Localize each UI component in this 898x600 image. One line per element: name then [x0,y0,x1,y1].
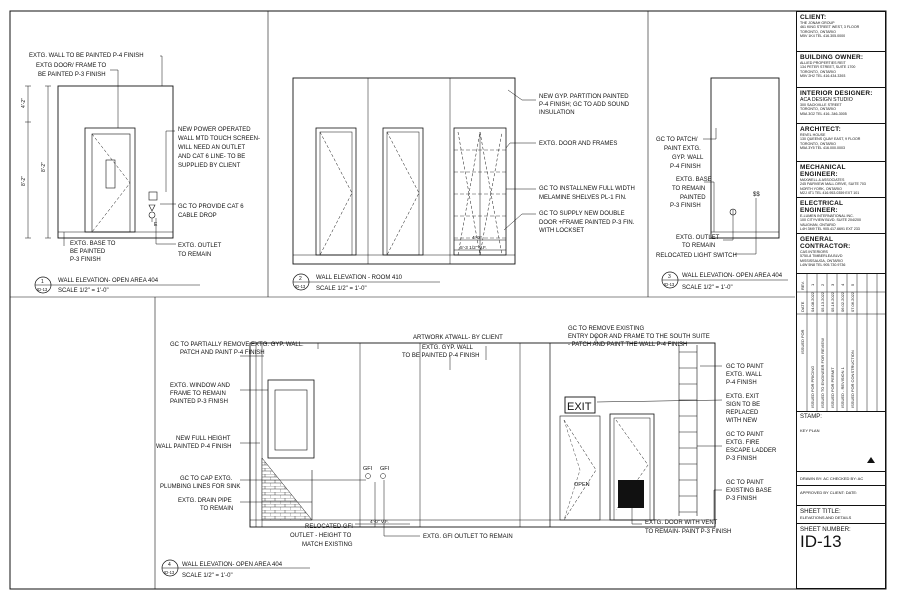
sheet-title-heading: SHEET TITLE: [800,508,841,515]
gfi-label-1: GFI [363,466,373,472]
sheet-number: ID-13 [800,532,842,551]
svg-text:05.13.2022: 05.13.2022 [820,291,825,312]
note-window-3: PAINTED P-3 FINISH [170,399,228,405]
note-outlet-1: EXTG. OUTLET [178,243,222,249]
note-patch-2: PAINT EXTG. [664,146,701,152]
touch-screen-box [149,192,157,200]
dim-2: 8'-2" [21,176,27,186]
note-base-2: BE PAINTED [70,249,106,255]
gc-heading: GENERAL CONTRACTOR: [800,236,851,250]
revision-row-3: ISSUED FOR PERMIT [830,367,835,408]
note-outlet-2: TO REMAIN [178,252,212,258]
svg-text:06.02.2022: 06.02.2022 [840,291,845,312]
svg-text:E: E [154,222,158,228]
light-switch-icon: $$ [753,192,760,198]
elevation-1-scale: SCALE 1/2" = 1'-0" [58,288,109,294]
note-relocated-gfi-1: RELOCATED GFI [305,524,353,530]
note-base-2: EXISTING BASE [726,488,772,494]
exit-sign-text: EXIT [567,401,592,413]
note-paint-wall-1: GC TO PAINT [726,364,764,370]
client-section [797,12,885,52]
wall-outline [711,78,779,238]
brick-infill [262,458,312,520]
note-door-frame-1: EXTG DOOR/ FRAME TO [36,63,107,69]
note-switch: RELOCATED LIGHT SWITCH [656,253,737,259]
note-shelves-1: GC TO INSTALLNEW FULL WIDTH [539,186,635,192]
note-exit-3: REPLACED [726,410,759,416]
note-cap-plumbing-2: PLUMBING LINES FOR SINK [160,484,241,490]
note-touch-1: NEW POWER OPERATED [178,127,251,133]
revision-table [797,274,885,412]
data-outlet-icon [149,205,155,211]
note-base-3: P-3 FINISH [70,257,101,263]
note-window-1: EXTG. WINDOW AND [170,383,230,389]
note-artwork: ARTWORK ATWALL- BY CLIENT [413,335,503,341]
note-base-2: TO REMAIN [672,186,706,192]
note-double-door-3: WITH LOCKSET [539,228,585,234]
note-remove-door-2: ENTRY DOOR AND FRAME TO THE SOUTH SUITE [568,334,710,340]
note-touch-4: AND CAT 6 LINE- TO BE [178,154,246,160]
wall-outline [293,78,515,264]
sheet-number-heading: SHEET NUMBER: [800,526,851,533]
note-doors: EXTG. DOOR AND FRAMES [539,141,618,147]
architect-info: REVEL HOUSE 130 QUEENS QUAY EAST, 9 FLOOR TORONTO, ONTARIO M5A 3Y5 TEL 416.000.0003 [800,133,861,151]
svg-text:5: 5 [850,283,855,286]
elec-info: E-LUMEN INTERNATIONAL INC. 100 CITYVIEW BLVD. SUITE 204/200 VAUGHAN, ONTARIO L4H 3M9 TEL 905.417.6691 EXT 233 [800,214,862,232]
svg-text:2: 2 [820,283,825,286]
svg-text:04.08.2022: 04.08.2022 [810,291,815,312]
note-exit-1: EXTG. EXIT [726,394,760,400]
note-shelves-2: MELAMINE SHELVES PL-1 FIN. [539,195,627,201]
elec-heading: ELECTRICAL ENGINEER: [800,200,844,214]
note-touch-5: SUPPLIED BY CLIENT [178,163,241,169]
note-double-door-2: DOOR +FRAME PAINTED P-3 FIN. [539,220,635,226]
owner-heading: BUILDING OWNER: [800,54,864,61]
sheet-title: ELEVATIONS AND DETAILS [800,515,852,520]
note-door-frame-2: BE PAINTED P-3 FINISH [38,72,106,78]
key-plan-label: KEY PLAN [800,428,820,433]
dim-2: 5'-3 1/2" V.F. [460,246,487,251]
note-patch-3: GYP. WALL [672,155,704,161]
note-remove-door-3: - PATCH AND PAINT THE WALL P-4 FINISH [568,342,688,348]
elevation-2-title: WALL ELEVATION - ROOM 410 [316,275,403,281]
note-partition-2: P-4 FINISH; GC TO ADD SOUND [539,102,630,108]
note-touch-2: WALL MTD TOUCH SCREEN- [178,136,261,142]
client-heading: CLIENT: [800,14,827,21]
door-frame [85,128,135,232]
svg-text:DATE: DATE [800,301,805,312]
window-glass [275,390,307,450]
svg-text:1: 1 [41,279,44,285]
note-window-2: FRAME TO REMAIN [170,391,226,397]
note-cat6-1: GC TO PROVIDE CAT 6 [178,204,244,210]
door-frame-1 [316,128,356,255]
interior-section [797,88,885,124]
mechanical-section [797,162,885,198]
elevation-3 [656,78,788,291]
note-touch-3: WILL NEED AN OUTLET [178,145,246,151]
mech-info: MAXWELL & ASSOCIATES 245 FAIRVIEW MALL DRIVE, SUITE 703 NORTH YORK, ONTARIO M2J 4T1 TEL 416.953.0359 EXT 101 [800,178,866,196]
revision-grid [797,274,885,412]
title-block [796,11,886,589]
note-outlet-1: EXTG. OUTLET [676,235,720,241]
note-relocated-gfi-3: MATCH EXISTING [302,542,353,548]
note-vent-door-2: TO REMAIN- PAINT P-3 FINISH [645,529,732,535]
interior-heading: INTERIOR DESIGNER: [800,90,873,97]
note-remove-gyp-2: PATCH AND PAINT P-4 FINISH [180,350,265,356]
elevation-2 [293,78,635,292]
stamp-heading: STAMP: [800,414,822,420]
svg-text:07.06.2022: 07.06.2022 [850,291,855,312]
door-vent [618,480,644,508]
svg-text:2: 2 [299,276,302,282]
revision-row-2: ISSUED TO ENGINEER FOR REVIEW [820,338,825,408]
fire-escape-ladder [679,345,697,516]
note-gyp-wall-2: TO BE PAINTED P-4 FINISH [402,353,480,359]
gc-section [797,234,885,274]
note-gyp-wall-1: EXTG. GYP. WALL [422,345,474,351]
svg-text:ID-13: ID-13 [164,570,175,575]
note-base-1: GC TO PAINT [726,480,764,486]
note-gfi-remain: EXTG. GFI OUTLET TO REMAIN [423,534,513,540]
note-base-1: EXTG. BASE [676,177,712,183]
note-base-3: PAINTED [680,195,706,201]
svg-text:ISSUED FOR: ISSUED FOR [800,329,805,354]
svg-text:4: 4 [168,562,171,568]
note-exit-4: WITH NEW [726,418,757,424]
dim-1: 4'-0" [472,236,482,241]
approved-by: APPROVED BY CLIENT: DATE: [797,486,885,506]
svg-text:4: 4 [840,283,845,286]
owner-info: ALLIED PROPERTIES REIT 134 PETER STREET, SUITE 1700 TORONTO, ONTARIO M5V 2H2 TEL 416.434.3393 [800,61,856,79]
note-paint-wall-2: EXTG. WALL [726,372,762,378]
note-relocated-gfi-2: OUTLET - HEIGHT TO [290,533,352,539]
gfi-label-2: GFI [380,466,390,472]
outlet-icon [149,212,155,218]
opening-frame [560,416,600,520]
open-label: OPEN [574,482,590,488]
svg-text:1: 1 [810,283,815,286]
svg-text:3: 3 [668,274,671,280]
door-frame-2 [383,128,423,255]
wall-outline [250,343,715,527]
svg-text:3: 3 [830,283,835,286]
note-paint-wall-3: P-4 FINISH [726,380,757,386]
architect-heading: ARCHITECT: [800,126,841,133]
note-ladder-1: GC TO PAINT [726,432,764,438]
gfi-outlet-icon [366,474,371,479]
mech-heading: MECHANICAL ENGINEER: [800,164,846,178]
note-exit-2: SIGN TO BE [726,402,761,408]
elevation-3-scale: SCALE 1/2" = 1'-0" [682,285,733,291]
note-drain-2: TO REMAIN [200,506,234,512]
note-cat6-2: CABLE DROP [178,213,217,219]
elevation-2-scale: SCALE 1/2" = 1'-0" [316,286,367,292]
revision-row-4: ISSUED - REVISION 1 [840,367,845,408]
stamp-section [797,412,885,472]
note-new-wall-2: WALL PAINTED P-4 FINISH [156,444,232,450]
interior-info: 300 SACKVILLE STREET TORONTO, ONTARIO M5A 3G2 TEL 416.-346-3005 [800,103,847,116]
architect-section [797,124,885,162]
note-new-wall-1: NEW FULL HEIGHT [176,436,231,442]
sheet-number-section [797,524,885,553]
door-leaf [92,134,130,232]
door-swing [92,134,130,232]
elevation-4-title: WALL ELEVATION- OPEN AREA 404 [182,562,283,568]
note-base-1: EXTG. BASE TO [70,241,116,247]
owner-section [797,52,885,88]
svg-text:REV.: REV. [800,281,805,290]
note-base-4: P-3 FINISH [670,203,701,209]
svg-text:ID-13: ID-13 [37,287,48,292]
note-double-door-1: GC TO SUPPLY NEW DOUBLE [539,211,625,217]
door-vision-panel [106,160,115,188]
elevation-4-scale: SCALE 1/2" = 1'-0" [182,573,233,579]
note-outlet-2: TO REMAIN [682,243,716,249]
gfi-outlet-icon-2 [381,474,386,479]
svg-text:ID-13: ID-13 [295,284,306,289]
elevation-4 [156,326,777,579]
note-ladder-2: EXTG. FIRE [726,440,760,446]
dim-1: 4'-2" [21,98,27,108]
gc-info: CAS INTERIORS 5750-8 TIMBERLEA BLVD MISSISSAUGA, ONTARIO L4W 5N8 TEL 905.730.9736 [800,250,846,268]
elevation-1 [21,53,260,294]
sheet-border [10,11,886,589]
sheet-title-section [797,506,885,524]
client-info: THE JONAH GROUP 461 KING STREET WEST, 3 FLOOR TORONTO, ONTARIO M5V 1K4 TEL 416.305.0000 [800,21,860,39]
interior-name: ACA DESIGN STUDIO [800,97,853,103]
note-drain-1: EXTG. DRAIN PIPE [178,498,232,504]
note-wall-paint: EXTG. WALL TO BE PAINTED P-4 FINISH [29,53,144,59]
wall-outline [58,86,173,238]
note-ladder-3: ESCAPE LADDER [726,448,777,454]
note-partition-1: NEW GYP. PARTITION PAINTED [539,94,629,100]
north-arrow-icon [867,457,875,463]
svg-text:05.16.2022: 05.16.2022 [830,291,835,312]
svg-text:ID-13: ID-13 [664,282,675,287]
revision-row-5: ISSUED FOR CONSTRUCTION [850,350,855,408]
dim-vf: 4'-0" V.F. [370,520,389,525]
note-vent-door-1: EXTG. DOOR WITH VENT [645,520,718,526]
electrical-section [797,198,885,234]
note-ladder-4: P-3 FINISH [726,456,757,462]
note-remove-gyp-1: GC TO PARTIALLY REMOVE EXTG. GYP. WALL: [170,342,304,348]
dim-3: 8'-2" [41,162,47,172]
drawn-checked: DRAWN BY: AC CHECKED BY: AC [797,472,885,486]
note-patch-4: P-4 FINISH [670,164,701,170]
note-cap-plumbing-1: GC TO CAP EXTG. [180,476,233,482]
elevation-3-title: WALL ELEVATION- OPEN AREA 404 [682,273,783,279]
note-base-3: P-3 FINISH [726,496,757,502]
revision-row-1: ISSUED FOR PRICING [810,365,815,408]
elevation-1-title: WALL ELEVATION- OPEN AREA 404 [58,278,159,284]
note-patch-1: GC TO PATCH/ [656,137,698,143]
note-partition-3: INSULATION [539,110,575,116]
note-remove-door-1: GC TO REMOVE EXISTING [568,326,645,332]
